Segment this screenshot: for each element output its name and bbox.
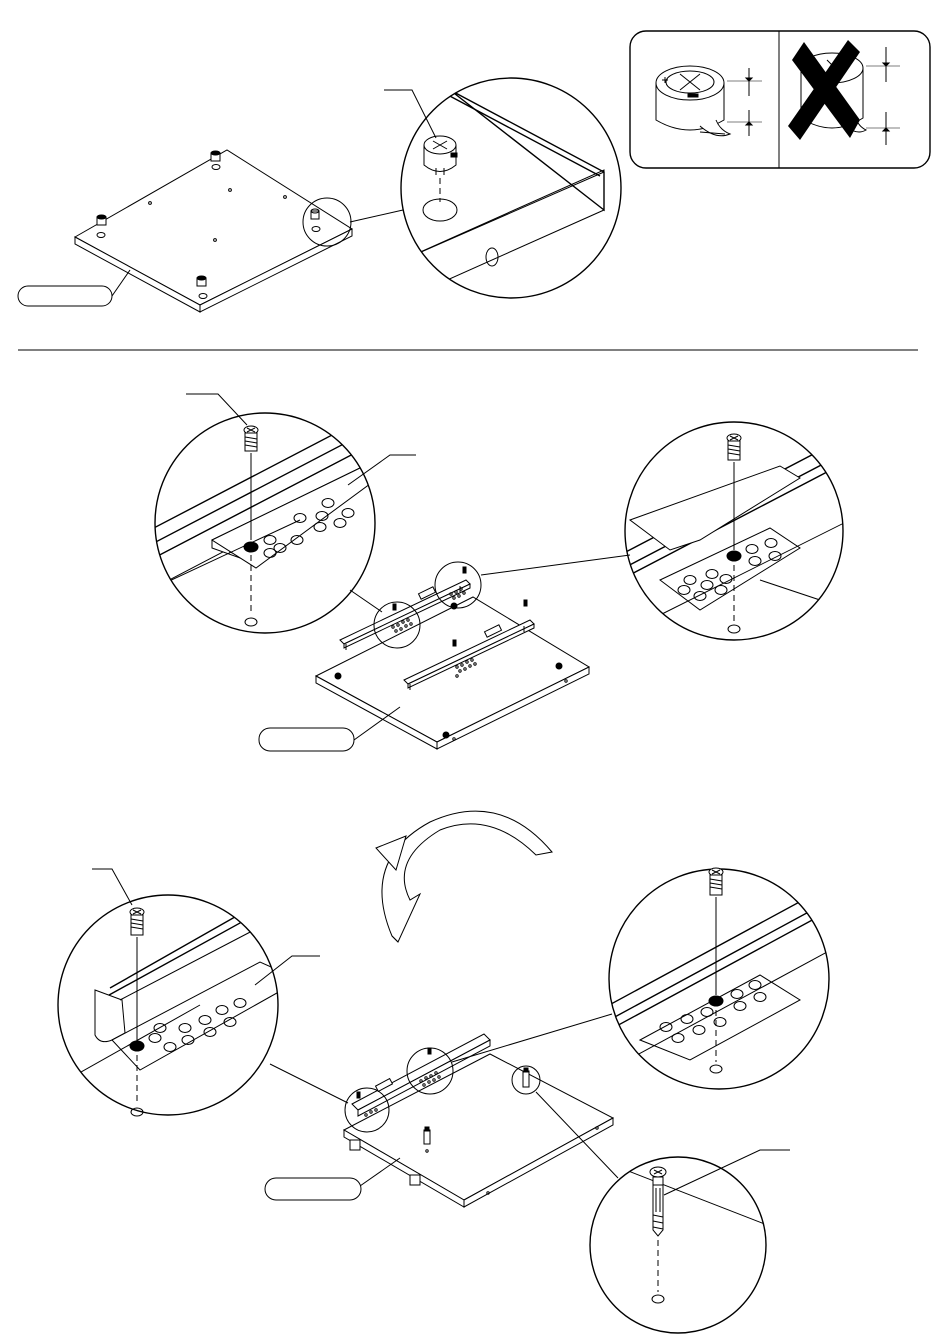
cam-lock-icon	[424, 136, 457, 175]
cam-lock-icon	[97, 215, 106, 225]
cam-orientation-box	[630, 31, 930, 168]
step-1	[18, 31, 930, 312]
panel-step-1	[75, 150, 352, 312]
zoom-detail-dowel	[590, 1150, 790, 1333]
screw-icon	[727, 434, 741, 460]
cam-lock-correct-icon	[656, 66, 730, 136]
step-2	[150, 394, 850, 751]
cam-lock-icon	[311, 209, 319, 219]
rotate-arrow-icon	[376, 811, 552, 942]
cam-lock-icon	[197, 276, 206, 286]
screw-icon	[244, 426, 258, 451]
zoom-detail-slide-front-3	[58, 869, 320, 1116]
dowel-icon	[650, 1167, 666, 1236]
dowel-icon	[523, 1068, 529, 1087]
step-3	[58, 811, 840, 1333]
screw-icon	[709, 868, 723, 895]
zoom-detail-cam-lock	[380, 78, 621, 310]
dowel-icon	[424, 1127, 430, 1144]
screw-icon	[130, 908, 144, 935]
zoom-detail-slide-front	[150, 394, 416, 633]
cam-lock-icon	[211, 151, 220, 161]
zoom-detail-slide-rear-3	[600, 868, 840, 1089]
part-label-step-1	[18, 270, 130, 306]
panel-step-3	[344, 1034, 613, 1207]
panel-step-2	[316, 562, 589, 749]
zoom-detail-slide-rear	[620, 422, 850, 640]
part-label-step-3	[265, 1158, 400, 1200]
